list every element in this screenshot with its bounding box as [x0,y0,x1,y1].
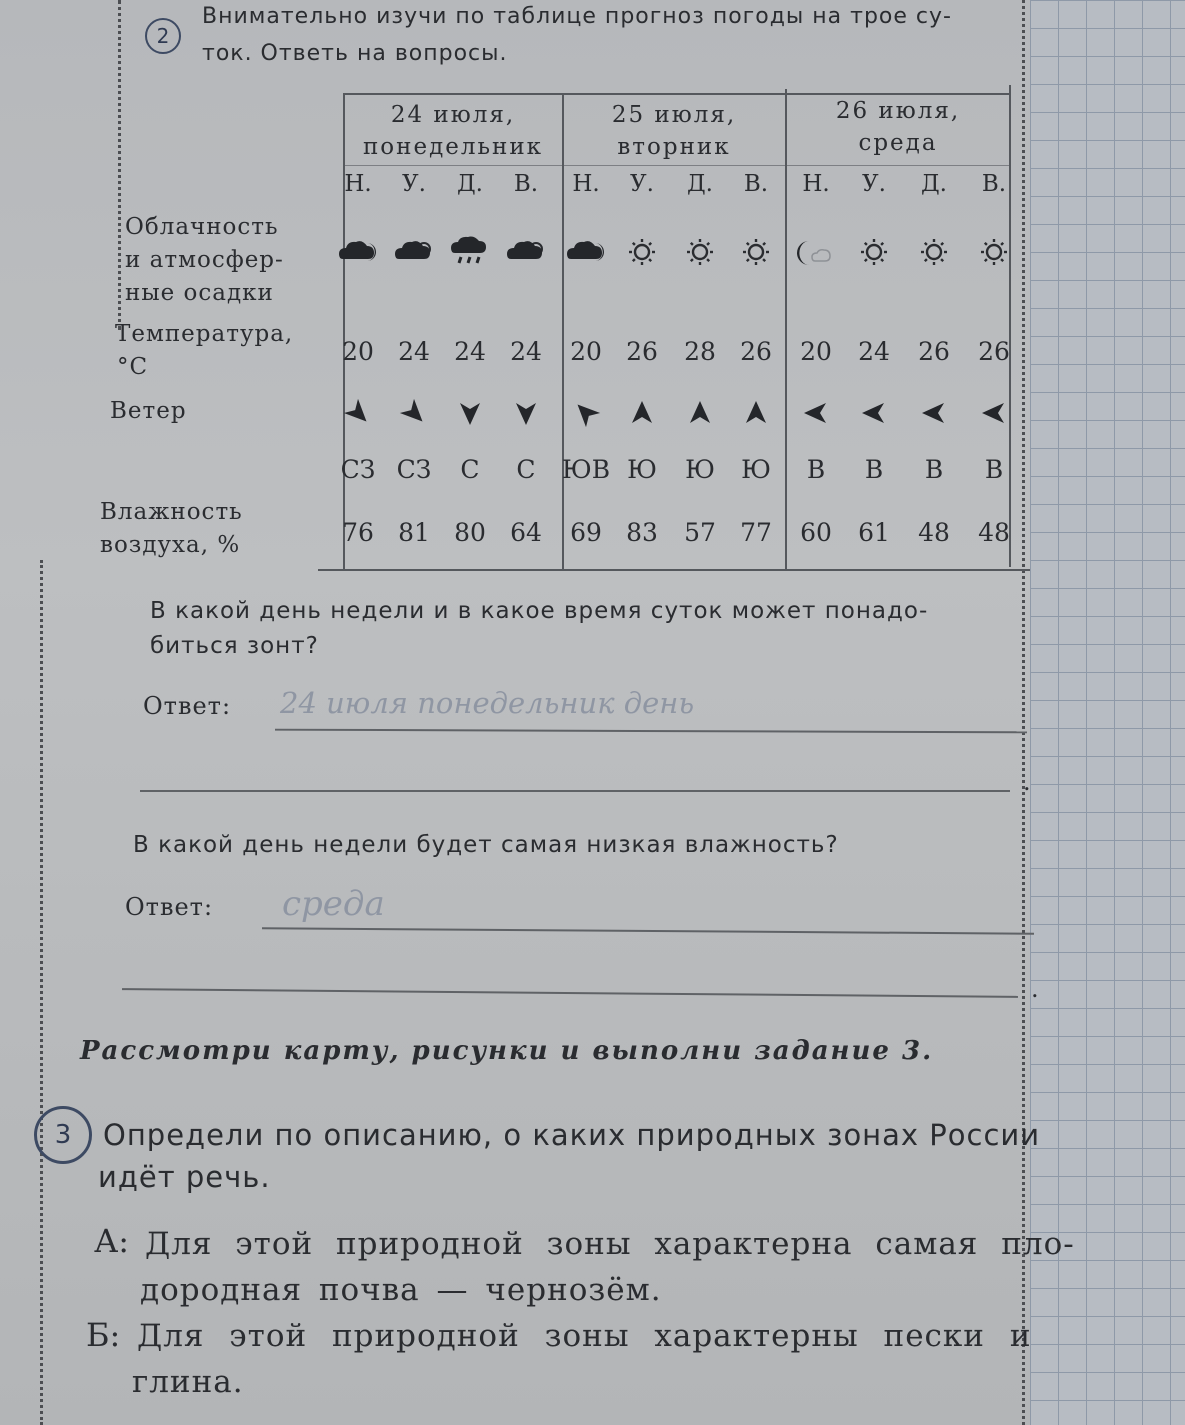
row-label-humidity: Влажность воздуха, % [100,499,243,558]
wind-direction: В [864,455,884,484]
temperature-value: 20 [570,337,602,366]
time-of-day-label: В. [513,171,539,197]
temperature-value: 26 [978,337,1010,366]
task2-text-line1: Внимательно изучи по таблице прогноз погоды на трое су- [202,4,952,29]
humidity-value: 69 [570,518,602,547]
humidity-value: 60 [800,518,832,547]
wind-arrow-icon [615,398,669,428]
wind-direction: Ю [685,455,715,484]
wind-direction: В [924,455,944,484]
humidity-value: 83 [626,518,658,547]
task3-text-line2: идёт речь. [98,1160,271,1194]
answer1-label: Ответ: [143,692,232,720]
time-of-day-label: Н. [344,171,372,197]
temperature-value: 24 [454,337,486,366]
sun-icon [967,235,1021,269]
time-of-day-label: Н. [572,171,600,197]
wind-direction: СЗ [396,455,432,484]
task-number-badge: 2 [145,18,181,54]
sun-icon [907,235,961,269]
option-b-label: Б: [86,1316,121,1354]
temperature-value: 20 [800,337,832,366]
humidity-value: 48 [918,518,950,547]
wind-arrow-icon [673,398,727,428]
row-label-wind: Ветер [110,398,187,424]
temperature-value: 20 [342,337,374,366]
time-of-day-label: Н. [802,171,830,197]
task2-text-line2: ток. Ответь на вопросы. [202,41,508,66]
temperature-value: 28 [684,337,716,366]
moon-cloud-icon [789,235,843,269]
temperature-value: 26 [918,337,950,366]
wind-direction: С [460,455,480,484]
temperature-value: 24 [858,337,890,366]
cloud-moon-icon [559,235,613,269]
sun-icon [729,235,783,269]
time-of-day-label: Д. [920,171,947,197]
answer1-line2[interactable] [140,790,1010,792]
wind-direction: ЮВ [561,455,611,484]
wind-direction: Ю [627,455,657,484]
sun-icon [615,235,669,269]
answer1-handwriting: 24 июля понедельник день [280,686,695,720]
day-header-3: 26 июля, среда [835,98,961,156]
humidity-value: 76 [342,518,374,547]
day-header-1: 24 июля, понедельник [362,102,544,160]
wind-arrow-icon [847,398,901,428]
answer2-handwriting: среда [282,884,385,924]
time-of-day-label: У. [862,171,886,197]
answer1-period: . [1023,768,1031,796]
wind-direction: В [806,455,826,484]
wind-arrow-icon [499,398,553,428]
weather-forecast-table [318,85,1030,571]
humidity-value: 77 [740,518,772,547]
answer2-period: . [1031,975,1039,1003]
cloud-sun-icon [499,235,553,269]
humidity-value: 48 [978,518,1010,547]
option-a-line2: дородная почва — чернозём. [140,1272,662,1308]
wind-direction: СЗ [340,455,376,484]
time-of-day-label: У. [402,171,426,197]
cloud-moon-icon [331,235,385,269]
cloud-sun-icon [387,235,441,269]
wind-arrow-icon [559,398,613,428]
option-b-line2: глина. [132,1364,244,1400]
margin-dotted-line-bottom [40,560,43,1425]
wind-arrow-icon [907,398,961,428]
question2: В какой день недели будет самая низкая влажность? [133,832,839,858]
wind-arrow-icon [789,398,843,428]
wind-direction: С [516,455,536,484]
humidity-value: 64 [510,518,542,547]
margin-dotted-line-top [118,0,121,330]
time-of-day-label: Д. [686,171,713,197]
question1-line2: биться зонт? [150,633,319,659]
wind-arrow-icon [967,398,1021,428]
temperature-value: 26 [626,337,658,366]
wind-arrow-icon [443,398,497,428]
sun-icon [673,235,727,269]
grid-paper [1030,0,1185,1425]
humidity-value: 61 [858,518,890,547]
humidity-value: 80 [454,518,486,547]
time-of-day-label: Д. [456,171,483,197]
option-a-label: А: [94,1222,130,1260]
time-of-day-label: В. [743,171,769,197]
time-of-day-label: У. [630,171,654,197]
temperature-value: 24 [510,337,542,366]
wind-direction: В [984,455,1004,484]
task3-text-line1: Определи по описанию, о каких природных зонах России [103,1118,1041,1152]
option-b-line1: Для этой природной зоны характерны пески и [137,1318,1032,1354]
instruction-text: Рассмотри карту, рисунки и выполни задание 3. [80,1036,934,1066]
row-label-cloudiness: Облачность и атмосфер- ные осадки [125,214,284,306]
wind-arrow-icon [387,398,441,428]
wind-arrow-icon [729,398,783,428]
task-number-badge-3: 3 [34,1106,92,1164]
rain-cloud-icon [443,235,497,269]
day-header-2: 25 июля, вторник [611,102,737,160]
wind-direction: Ю [741,455,771,484]
temperature-value: 26 [740,337,772,366]
humidity-value: 57 [684,518,716,547]
wind-arrow-icon [331,398,385,428]
question1-line1: В какой день недели и в какое время суток может понадо- [150,598,929,624]
time-of-day-label: В. [981,171,1007,197]
row-label-temperature: Температура, °С [115,321,294,380]
option-a-line1: Для этой природной зоны характерна самая пло- [145,1226,1075,1262]
answer2-label: Ответ: [125,893,214,921]
humidity-value: 81 [398,518,430,547]
temperature-value: 24 [398,337,430,366]
sun-icon [847,235,901,269]
